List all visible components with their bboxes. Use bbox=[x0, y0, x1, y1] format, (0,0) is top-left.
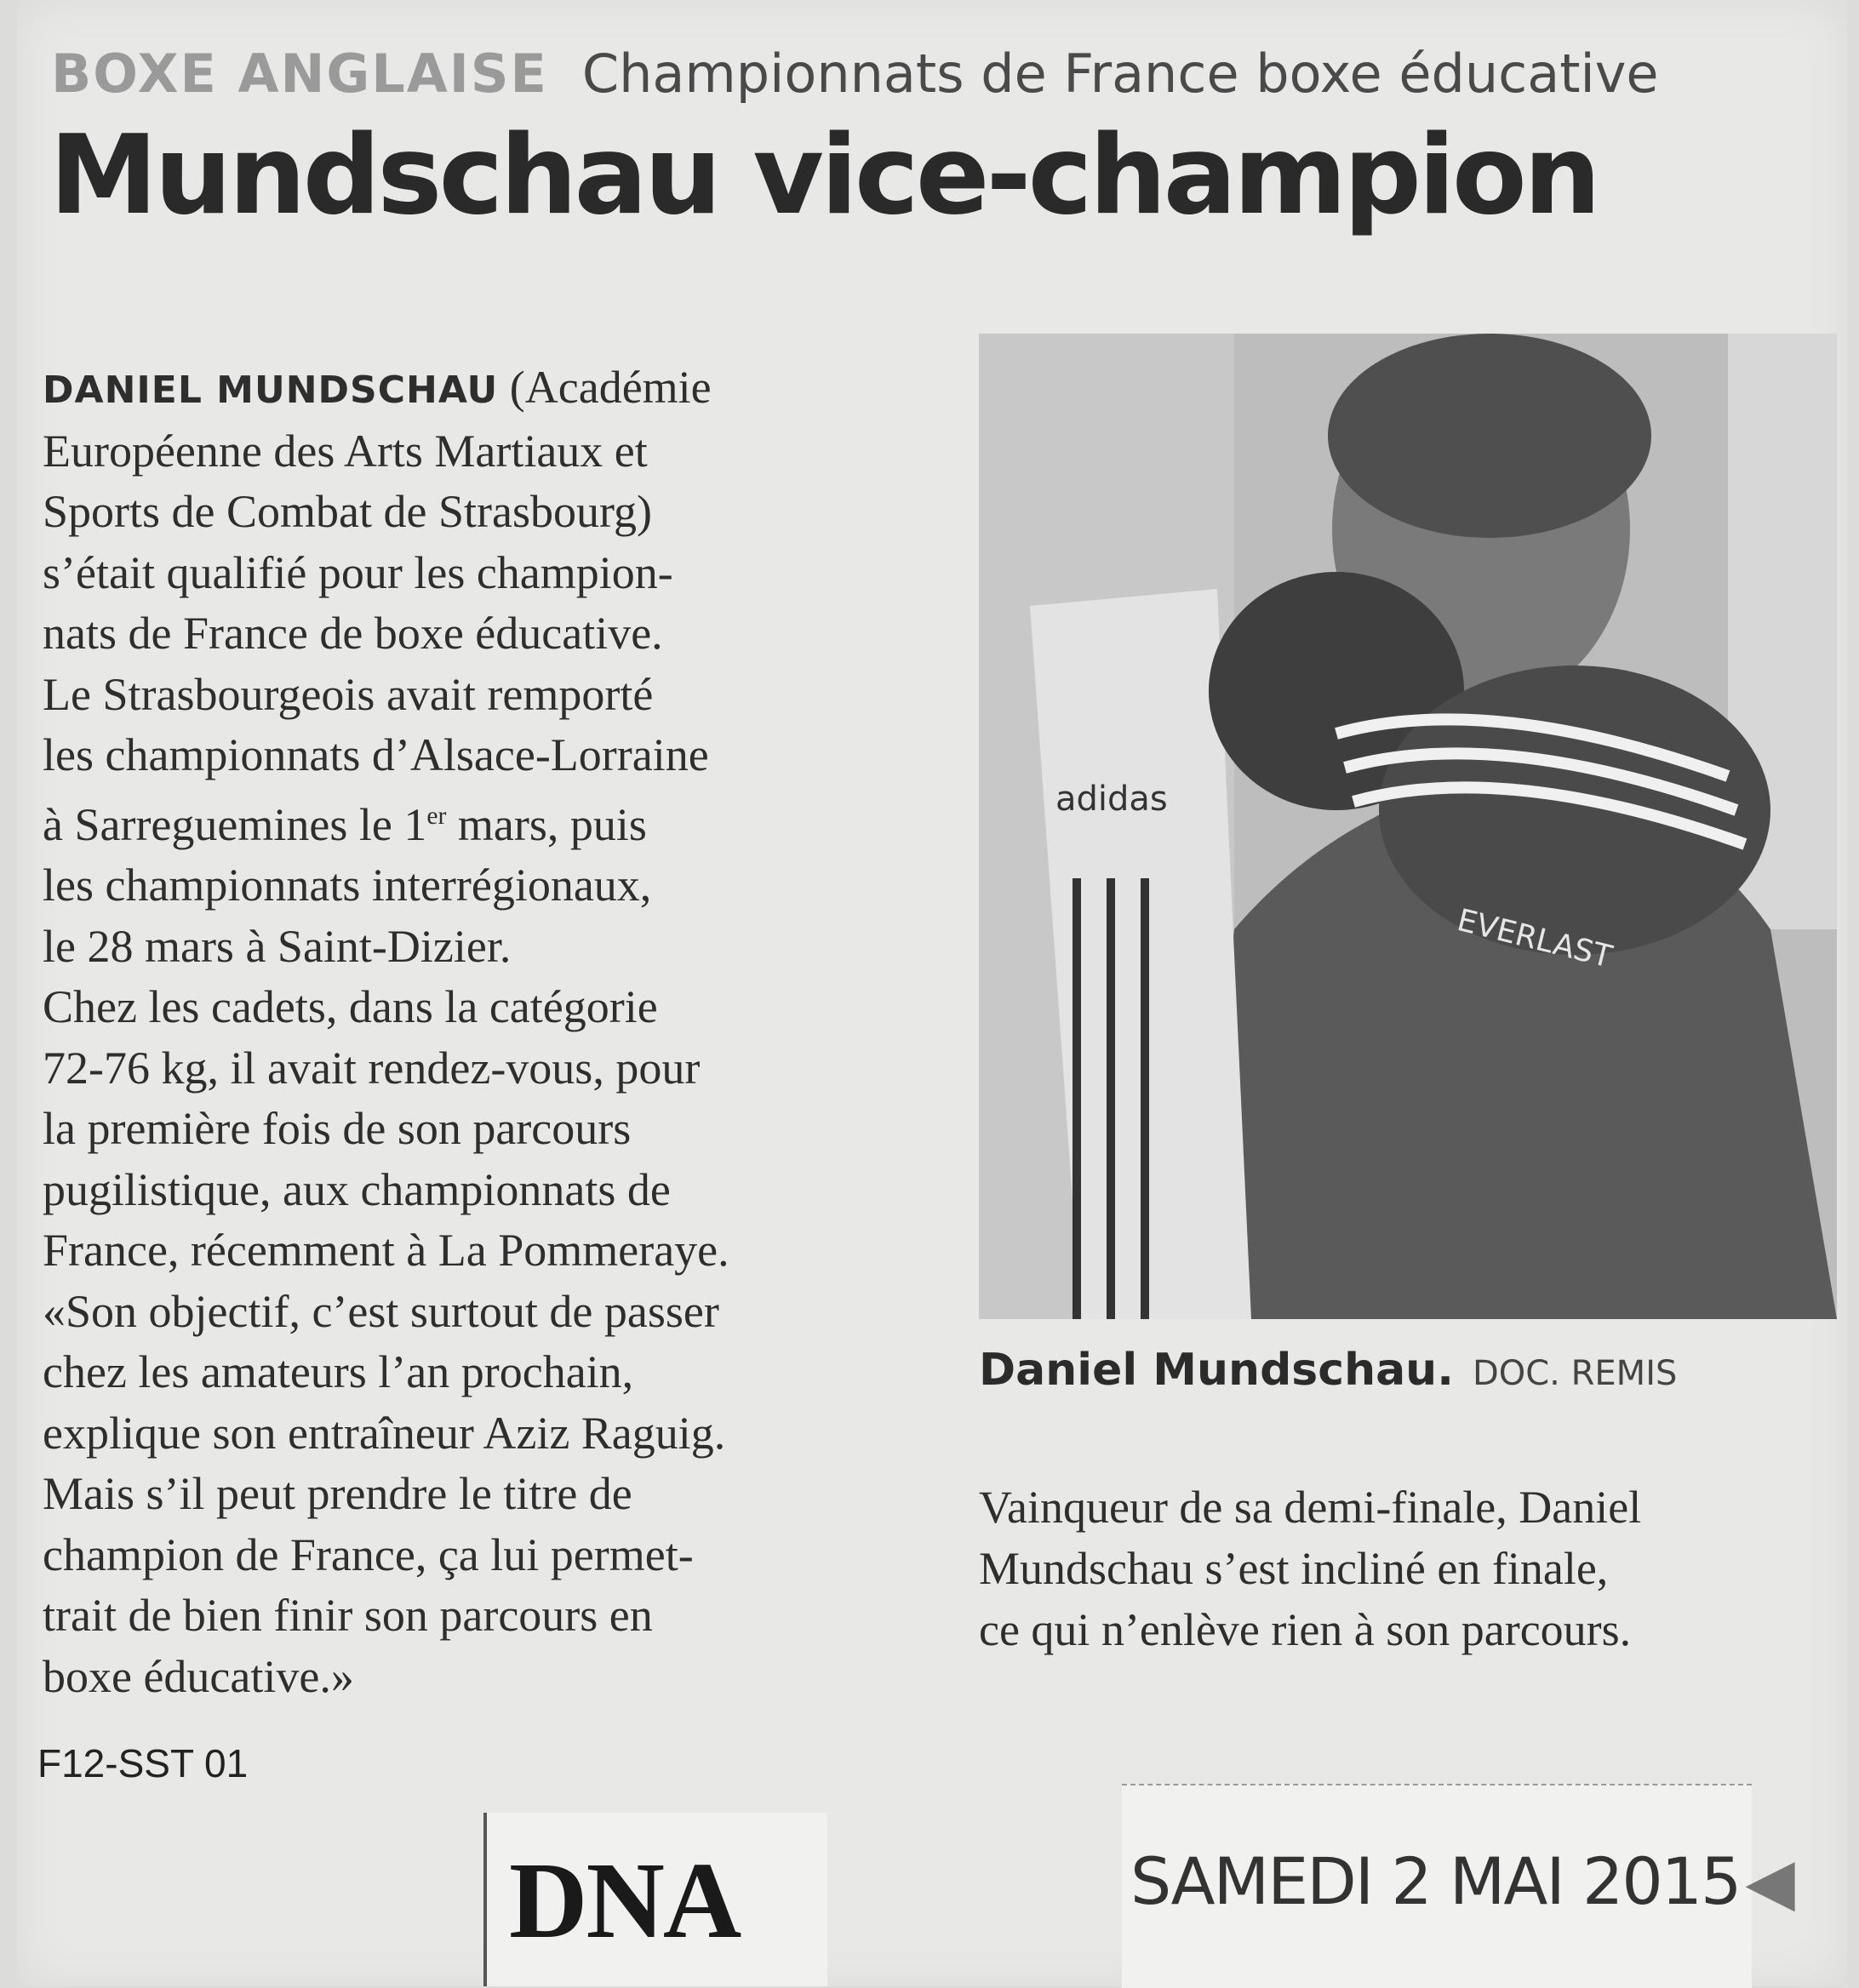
body-line: Européenne des Arts Martiaux et bbox=[43, 425, 648, 477]
section-subrubric: Championnats de France boxe éducative bbox=[581, 43, 1659, 105]
side-line: ce qui n’enlève rien à son parcours. bbox=[979, 1604, 1632, 1655]
body-line: à Sarreguemines le 1er mars, puis bbox=[43, 798, 647, 850]
body-line: 72-76 kg, il avait rendez-vous, pour bbox=[43, 1042, 701, 1094]
reference-code: F12-SST 01 bbox=[37, 1741, 249, 1785]
photo-illustration bbox=[979, 334, 1837, 1319]
date-box bbox=[1122, 1784, 1793, 1988]
body-line: nats de France de boxe éducative. bbox=[43, 608, 663, 659]
body-line: le 28 mars à Saint-Dizier. bbox=[43, 920, 512, 972]
caption-name: Daniel Mundschau. bbox=[979, 1345, 1454, 1396]
lead-name: DANIEL MUNDSCHAU bbox=[43, 368, 499, 412]
body-line: les championnats interrégionaux, bbox=[43, 860, 652, 911]
body-line: Sports de Combat de Strasbourg) bbox=[43, 486, 652, 537]
date-arrow-icon: ◀ bbox=[1745, 1843, 1793, 1919]
section-header bbox=[51, 43, 1659, 105]
body-line: boxe éducative.» bbox=[43, 1650, 354, 1702]
hair-shape bbox=[1328, 334, 1651, 538]
body-line: les championnats d’Alsace-Lorraine bbox=[43, 729, 709, 780]
side-line: Mundschau s’est incliné en finale, bbox=[979, 1543, 1609, 1594]
body-line: explique son entraîneur Aziz Raguig. bbox=[43, 1407, 726, 1459]
body-line: Chez les cadets, dans la catégorie bbox=[43, 981, 658, 1032]
right-glove-shape bbox=[1379, 666, 1770, 955]
body-line: Mais s’il peut prendre le titre de bbox=[43, 1468, 632, 1519]
photo-caption bbox=[979, 1345, 1677, 1396]
photo-credit: DOC. REMIS bbox=[1472, 1354, 1678, 1393]
masthead-box bbox=[483, 1813, 827, 1986]
body-line: la première fois de son parcours bbox=[43, 1103, 632, 1154]
body-line: France, récemment à La Pommeraye. bbox=[43, 1225, 729, 1276]
boxer-photo bbox=[979, 334, 1837, 1319]
body-line: chez les amateurs l’an prochain, bbox=[43, 1346, 634, 1397]
article-headline: Mundschau vice-champion bbox=[49, 112, 1598, 239]
side-line: Vainqueur de sa demi-finale, Daniel bbox=[979, 1482, 1642, 1533]
body-line: DANIEL MUNDSCHAU (Académie bbox=[43, 362, 712, 413]
body-line: Le Strasbourgeois avait remporté bbox=[43, 668, 654, 720]
body-line: champion de France, ça lui permet- bbox=[43, 1528, 694, 1580]
article-body bbox=[43, 357, 902, 1707]
glove-brand-text: EVERLAST bbox=[1453, 902, 1616, 975]
body-line: trait de bien finir son parcours en bbox=[43, 1590, 653, 1641]
body-line: «Son objectif, c’est surtout de passer bbox=[43, 1285, 719, 1337]
body-line: s’était qualifié pour les champion- bbox=[43, 546, 673, 598]
body-line: pugilistique, aux championnats de bbox=[43, 1163, 671, 1215]
brand-text: adidas bbox=[1055, 780, 1168, 819]
publication-date: SAMEDI 2 MAI 2015◀ bbox=[1130, 1843, 1793, 1919]
side-text bbox=[979, 1477, 1830, 1660]
section-rubric: BOXE ANGLAISE bbox=[51, 43, 548, 105]
ordinal-superscript: er bbox=[426, 802, 447, 830]
masthead-logo: DNA bbox=[509, 1840, 741, 1961]
